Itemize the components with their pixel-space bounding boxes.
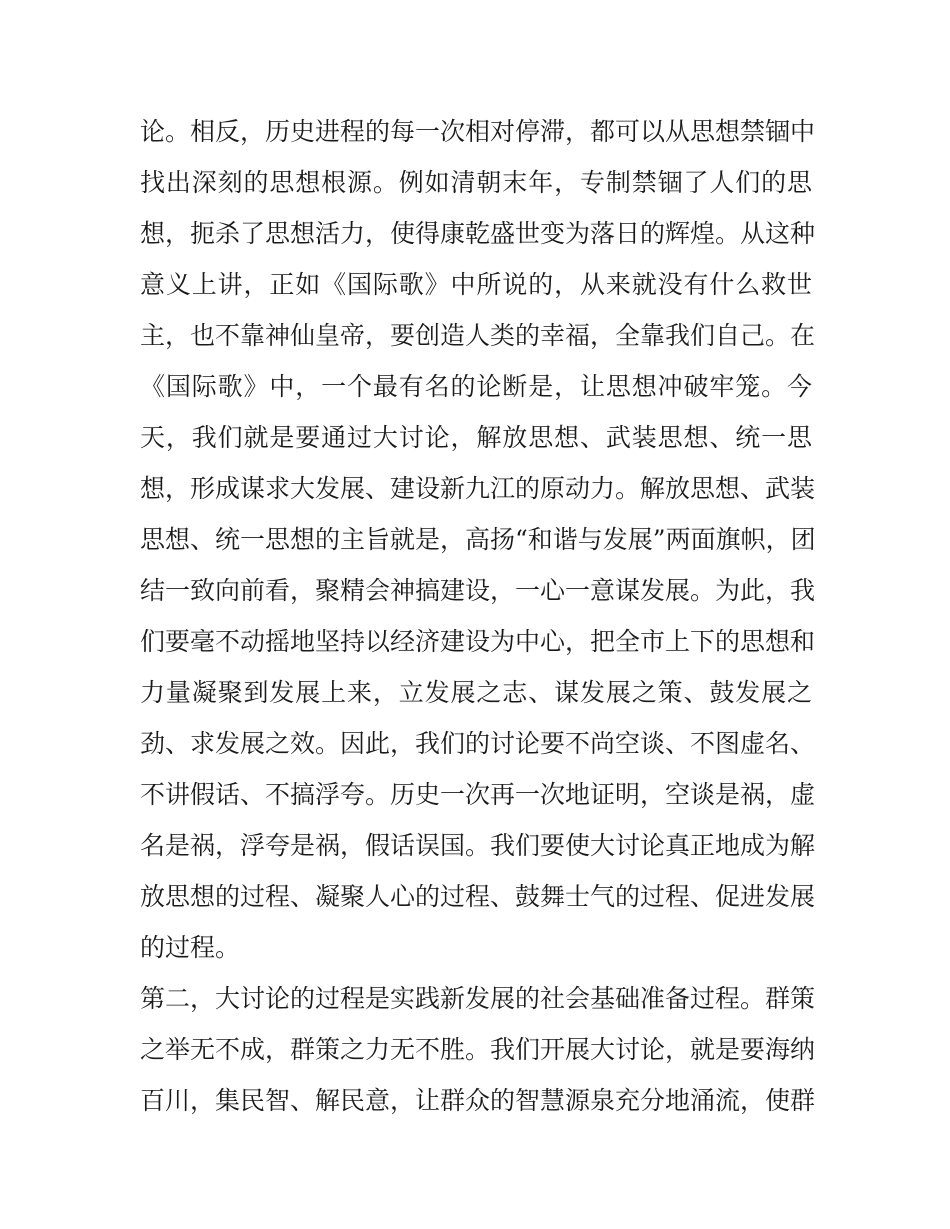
text-line: 放思想的过程、凝聚人心的过程、鼓舞士气的过程、促进发展 xyxy=(140,882,816,911)
text-line: 想，形成谋求大发展、建设新九江的原动力。解放思想、武装 xyxy=(140,474,816,503)
text-line: 的过程。 xyxy=(140,933,241,962)
text-line: 主，也不靠神仙皇帝，要创造人类的幸福，全靠我们自己。在 xyxy=(140,321,816,350)
text-line: 意义上讲，正如《国际歌》中所说的，从来就没有什么救世 xyxy=(140,270,812,299)
text-line: 不讲假话、不搞浮夸。历史一次再一次地证明，空谈是祸，虚 xyxy=(140,780,816,809)
paragraph-heading-line: 第二，大讨论的过程是实践新发展的社会基础准备过程。群策 xyxy=(140,984,816,1013)
text-line: 结一致向前看，聚精会神搞建设，一心一意谋发展。为此，我 xyxy=(140,576,816,605)
text-line: 论。相反，历史进程的每一次相对停滞，都可以从思想禁锢中 xyxy=(140,117,816,146)
text-line: 找出深刻的思想根源。例如清朝末年，专制禁锢了人们的思 xyxy=(140,168,812,197)
text-line: 之举无不成，群策之力无不胜。我们开展大讨论，就是要海纳 xyxy=(140,1035,816,1064)
text-line: 们要毫不动摇地坚持以经济建设为中心，把全市上下的思想和 xyxy=(140,627,816,656)
body-text xyxy=(140,106,816,1126)
text-line: 百川，集民智、解民意，让群众的智慧源泉充分地涌流，使群 xyxy=(140,1086,816,1115)
text-line: 《国际歌》中，一个最有名的论断是，让思想冲破牢笼。今 xyxy=(140,372,812,401)
text-line: 天，我们就是要通过大讨论，解放思想、武装思想、统一思 xyxy=(140,423,812,452)
text-line: 思想、统一思想的主旨就是，高扬“和谐与发展”两面旗帜，团 xyxy=(140,525,816,554)
text-line: 劲、求发展之效。因此，我们的讨论要不尚空谈、不图虚名、 xyxy=(140,729,816,758)
text-line: 名是祸，浮夸是祸，假话误国。我们要使大讨论真正地成为解 xyxy=(140,831,816,860)
text-line: 力量凝聚到发展上来，立发展之志、谋发展之策、鼓发展之 xyxy=(140,678,812,707)
text-line: 想，扼杀了思想活力，使得康乾盛世变为落日的辉煌。从这种 xyxy=(140,219,816,248)
